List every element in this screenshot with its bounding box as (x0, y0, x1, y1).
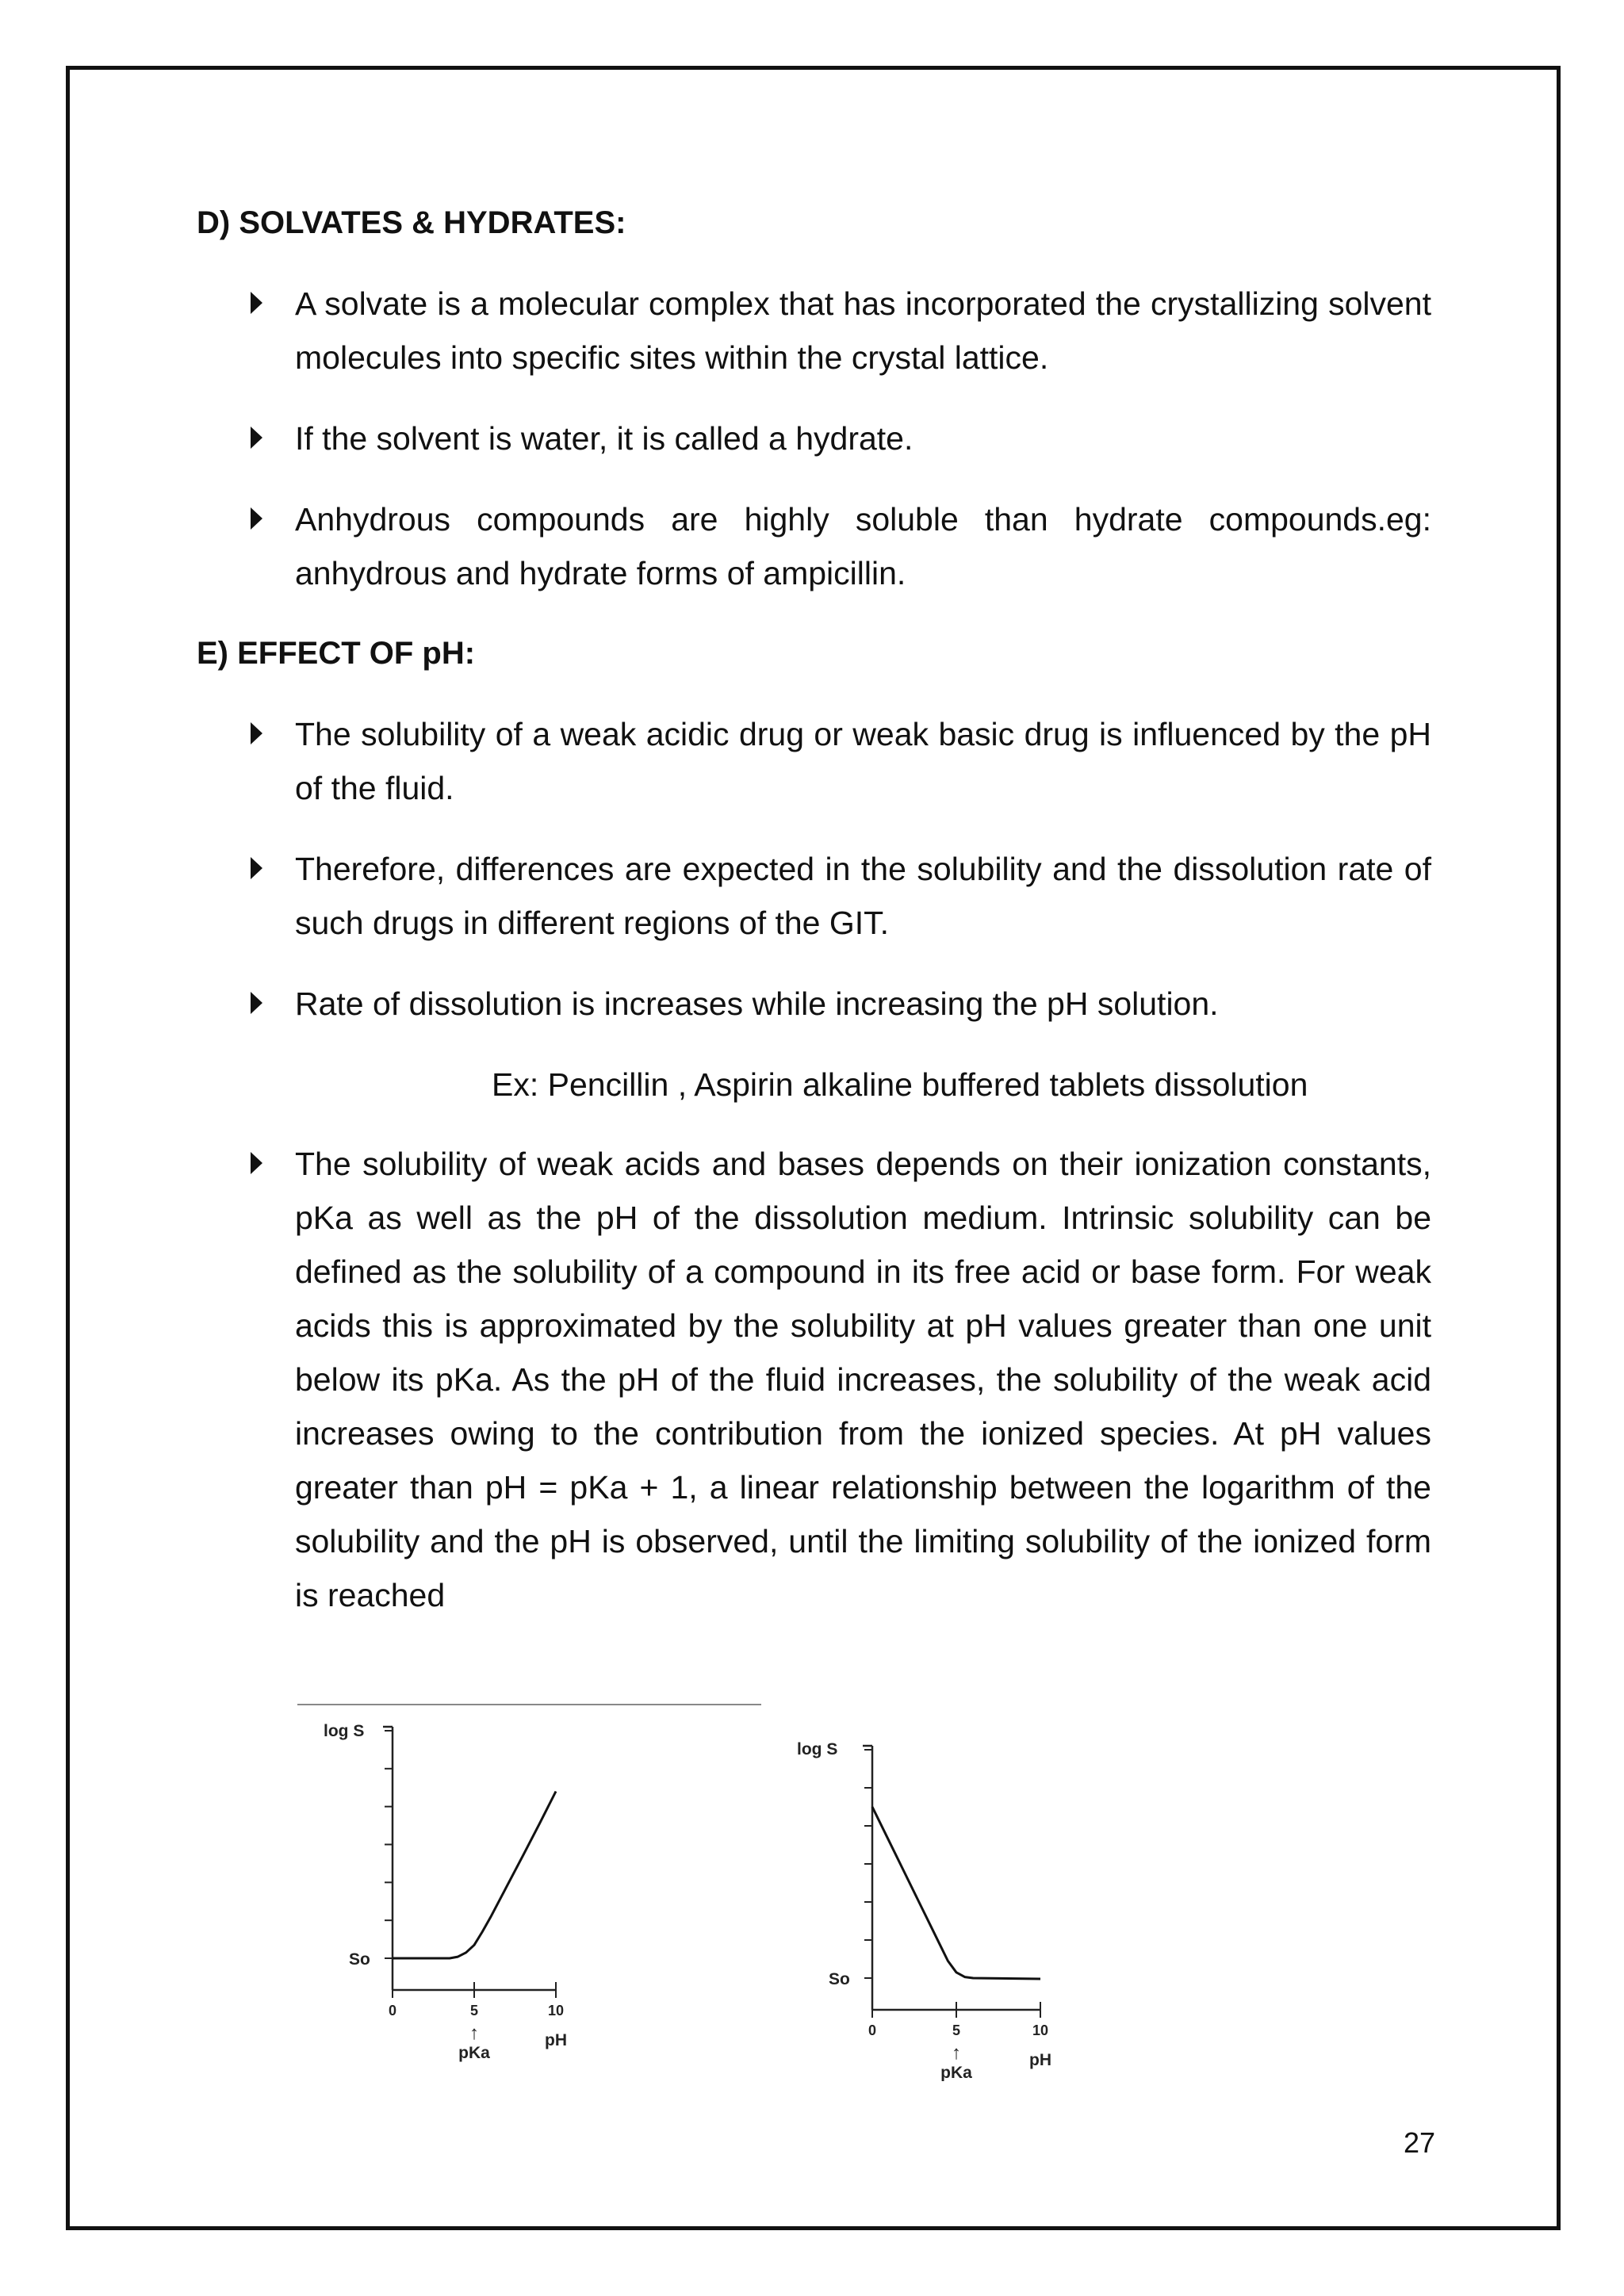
bullet-arrow-icon (244, 1139, 284, 1187)
bullet-arrow-icon (244, 844, 284, 892)
x-tick-label: 0 (388, 2003, 397, 2019)
bullet-arrow-icon (244, 979, 284, 1027)
x-axis-label: pH (1029, 2051, 1051, 2069)
x-tick-label: 10 (547, 2003, 565, 2019)
bullet-arrow-icon (244, 414, 284, 461)
x-axis-label: pH (545, 2031, 567, 2049)
up-arrow-icon: ↑ (952, 2042, 961, 2064)
e-point-1: The solubility of a weak acidic drug or weak basic drug is influenced by the pH of the fluid. (295, 716, 1431, 806)
solubility-curve (872, 1807, 1040, 1979)
bullet-arrow-icon (244, 710, 284, 757)
bullet-arrow-icon (244, 279, 284, 327)
d-point-2: If the solvent is water, it is called a hydrate. (295, 420, 914, 457)
x-tick-label: 5 (952, 2022, 961, 2038)
pka-label: pKa (458, 2044, 490, 2062)
e-point-2: Therefore, differences are expected in the solubility and the dissolution rate of such drugs in different regions of the GIT. (295, 851, 1431, 941)
so-label: So (829, 1970, 850, 1988)
weak-base-solubility-chart (781, 1716, 1225, 2081)
y-axis-label: log S (324, 1722, 365, 1740)
y-axis-label: log S (797, 1740, 838, 1758)
so-label: So (349, 1950, 370, 1969)
page-number: 27 (1403, 2126, 1435, 2159)
solubility-curve (393, 1792, 556, 1959)
section-e-heading: E) EFFECT OF pH: (197, 636, 476, 671)
x-tick-label: 5 (469, 2003, 479, 2019)
e-point-4: The solubility of weak acids and bases depends on their ionization constants, pKa as well as the pH of the dissolution medium. Intrinsic solubility can be defined as the solubility of a compound in its free acid or base form. For weak acids this is approximated by the solubility at pH values greater than one unit below its pKa. As the pH of the fluid increases, the solubility of the weak acid increases owing to the contribution from the ionized species. At pH values greater than pH = pKa + 1, a linear relationship between the logarithm of the solubility and the pH is observed, until the limiting solubility of the ionized form is reached (295, 1146, 1431, 1613)
example-line: Ex: Pencillin , Aspirin alkaline buffered tablets dissolution (492, 1066, 1308, 1103)
d-point-3: Anhydrous compounds are highly soluble than hydrate compounds.eg: anhydrous and hydrate forms of ampicillin. (295, 501, 1431, 591)
x-tick-label: 0 (868, 2022, 877, 2038)
x-tick-label: 10 (1032, 2022, 1049, 2038)
up-arrow-icon: ↑ (469, 2022, 479, 2044)
weak-acid-solubility-chart (293, 1701, 769, 2073)
bullet-arrow-icon (244, 495, 284, 542)
d-point-1: A solvate is a molecular complex that has incorporated the crystallizing solvent molecules into specific sites within the crystal lattice. (295, 285, 1431, 376)
section-d-heading: D) SOLVATES & HYDRATES: (197, 205, 626, 240)
pka-label: pKa (940, 2064, 972, 2081)
e-point-3: Rate of dissolution is increases while increasing the pH solution. (295, 985, 1219, 1022)
